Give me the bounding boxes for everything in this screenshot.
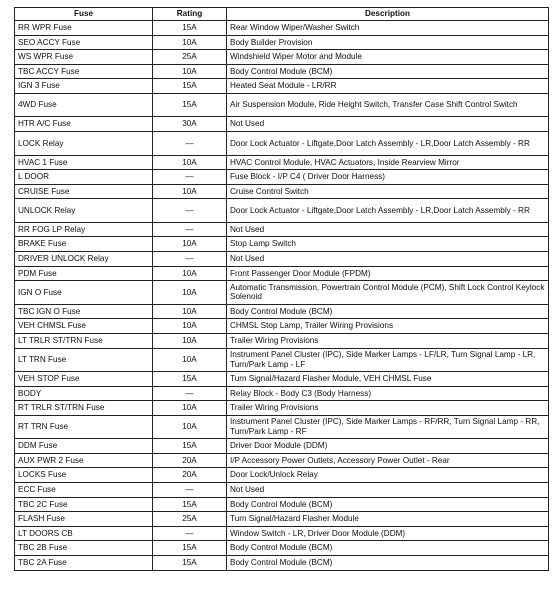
rating-cell: 10A: [153, 155, 227, 170]
table-row: [15, 222, 549, 237]
fuse-cell: RR WPR Fuse: [15, 21, 153, 36]
description-cell: Not Used: [227, 252, 549, 267]
description-cell: Turn Signal/Hazard Flasher Module: [227, 512, 549, 527]
fuse-cell: UNLOCK Relay: [15, 199, 153, 223]
description-cell: Rear Window Wiper/Washer Switch: [227, 21, 549, 36]
fuse-cell: IGN O Fuse: [15, 281, 153, 305]
fuse-cell: LOCK Relay: [15, 132, 153, 156]
description-cell: Door Lock Actuator - Liftgate,Door Latch Assembly - LR,Door Latch Assembly - RR: [227, 199, 549, 223]
fuse-cell: TBC ACCY Fuse: [15, 64, 153, 79]
description-cell: Trailer Wiring Provisions: [227, 401, 549, 416]
header-fuse: Fuse: [15, 8, 153, 21]
description-cell: Instrument Panel Cluster (IPC), Side Marker Lamps - LF/LR, Turn Signal Lamp - LR, Turn/Park Lamp - LF: [227, 348, 549, 372]
table-row: [15, 401, 549, 416]
table-row: [15, 35, 549, 50]
description-cell: Relay Block - Body C3 (Body Harness): [227, 386, 549, 401]
fuse-cell: ECC Fuse: [15, 483, 153, 498]
table-row: [15, 132, 549, 156]
fuse-table-container: [14, 7, 548, 571]
table-row: [15, 155, 549, 170]
rating-cell: —: [153, 252, 227, 267]
table-row: [15, 439, 549, 454]
rating-cell: —: [153, 386, 227, 401]
table-row: [15, 281, 549, 305]
table-row: [15, 304, 549, 319]
description-cell: Stop Lamp Switch: [227, 237, 549, 252]
fuse-cell: WS WPR Fuse: [15, 50, 153, 65]
fuse-table: [14, 7, 549, 571]
description-cell: Door Lock Actuator - Liftgate,Door Latch Assembly - LR,Door Latch Assembly - RR: [227, 132, 549, 156]
fuse-cell: L DOOR: [15, 170, 153, 185]
fuse-cell: PDM Fuse: [15, 266, 153, 281]
rating-cell: —: [153, 222, 227, 237]
table-row: [15, 184, 549, 199]
description-cell: CHMSL Stop Lamp, Trailer Wiring Provisions: [227, 319, 549, 334]
table-row: [15, 415, 549, 439]
table-row: [15, 117, 549, 132]
description-cell: I/P Accessory Power Outlets, Accessory Power Outlet - Rear: [227, 453, 549, 468]
fuse-cell: LT TRLR ST/TRN Fuse: [15, 333, 153, 348]
table-row: [15, 483, 549, 498]
fuse-cell: 4WD Fuse: [15, 93, 153, 117]
header-rating: Rating: [153, 8, 227, 21]
fuse-cell: HTR A/C Fuse: [15, 117, 153, 132]
description-cell: Body Control Module (BCM): [227, 497, 549, 512]
header-description: Description: [227, 8, 549, 21]
description-cell: Trailer Wiring Provisions: [227, 333, 549, 348]
table-row: [15, 21, 549, 36]
fuse-cell: SEO ACCY Fuse: [15, 35, 153, 50]
table-row: [15, 541, 549, 556]
table-row: [15, 50, 549, 65]
fuse-cell: LOCKS Fuse: [15, 468, 153, 483]
rating-cell: —: [153, 132, 227, 156]
table-row: [15, 453, 549, 468]
table-row: [15, 348, 549, 372]
description-cell: Fuse Block - I/P C4 ( Driver Door Harness): [227, 170, 549, 185]
description-cell: Body Control Module (BCM): [227, 556, 549, 571]
table-row: [15, 64, 549, 79]
description-cell: Automatic Transmission, Powertrain Control Module (PCM), Shift Lock Control Keylock Solenoid: [227, 281, 549, 305]
fuse-cell: LT TRN Fuse: [15, 348, 153, 372]
table-row: [15, 333, 549, 348]
rating-cell: 25A: [153, 512, 227, 527]
description-cell: HVAC Control Module, HVAC Actuators, Inside Rearview Mirror: [227, 155, 549, 170]
rating-cell: 15A: [153, 556, 227, 571]
description-cell: Not Used: [227, 117, 549, 132]
rating-cell: 10A: [153, 319, 227, 334]
rating-cell: 10A: [153, 333, 227, 348]
description-cell: Body Control Module (BCM): [227, 304, 549, 319]
rating-cell: —: [153, 170, 227, 185]
description-cell: Door Lock/Unlock Relay: [227, 468, 549, 483]
description-cell: Cruise Control Switch: [227, 184, 549, 199]
rating-cell: 10A: [153, 266, 227, 281]
fuse-cell: TBC IGN O Fuse: [15, 304, 153, 319]
fuse-cell: FLASH Fuse: [15, 512, 153, 527]
rating-cell: 10A: [153, 401, 227, 416]
description-cell: Air Suspension Module, Ride Height Switch, Transfer Case Shift Control Switch: [227, 93, 549, 117]
table-row: [15, 386, 549, 401]
description-cell: Front Passenger Door Module (FPDM): [227, 266, 549, 281]
rating-cell: 20A: [153, 468, 227, 483]
description-cell: Window Switch - LR, Driver Door Module (DDM): [227, 526, 549, 541]
description-cell: Instrument Panel Cluster (IPC), Side Marker Lamps - RF/RR, Turn Signal Lamp - RR, Turn/Park Lamp - RF: [227, 415, 549, 439]
description-cell: Not Used: [227, 222, 549, 237]
table-row: [15, 266, 549, 281]
rating-cell: 15A: [153, 439, 227, 454]
table-row: [15, 556, 549, 571]
rating-cell: 15A: [153, 79, 227, 94]
fuse-cell: RT TRLR ST/TRN Fuse: [15, 401, 153, 416]
fuse-cell: RT TRN Fuse: [15, 415, 153, 439]
rating-cell: 10A: [153, 304, 227, 319]
fuse-cell: HVAC 1 Fuse: [15, 155, 153, 170]
fuse-cell: BODY: [15, 386, 153, 401]
fuse-cell: LT DOORS CB: [15, 526, 153, 541]
description-cell: Windshield Wiper Motor and Module: [227, 50, 549, 65]
table-row: [15, 319, 549, 334]
table-row: [15, 252, 549, 267]
fuse-cell: RR FOG LP Relay: [15, 222, 153, 237]
rating-cell: 10A: [153, 35, 227, 50]
description-cell: Body Control Module (BCM): [227, 541, 549, 556]
fuse-cell: VEH STOP Fuse: [15, 372, 153, 387]
table-row: [15, 79, 549, 94]
rating-cell: 10A: [153, 64, 227, 79]
fuse-cell: BRAKE Fuse: [15, 237, 153, 252]
table-row: [15, 468, 549, 483]
rating-cell: 10A: [153, 237, 227, 252]
rating-cell: —: [153, 199, 227, 223]
description-cell: Not Used: [227, 483, 549, 498]
table-row: [15, 497, 549, 512]
fuse-cell: IGN 3 Fuse: [15, 79, 153, 94]
description-cell: Heated Seat Module - LR/RR: [227, 79, 549, 94]
fuse-cell: DDM Fuse: [15, 439, 153, 454]
rating-cell: —: [153, 526, 227, 541]
table-row: [15, 170, 549, 185]
rating-cell: 15A: [153, 541, 227, 556]
rating-cell: 25A: [153, 50, 227, 65]
table-row: [15, 199, 549, 223]
rating-cell: 15A: [153, 21, 227, 36]
table-row: [15, 372, 549, 387]
rating-cell: 10A: [153, 184, 227, 199]
description-cell: Body Builder Provision: [227, 35, 549, 50]
fuse-cell: TBC 2A Fuse: [15, 556, 153, 571]
rating-cell: 20A: [153, 453, 227, 468]
rating-cell: 10A: [153, 415, 227, 439]
fuse-cell: TBC 2B Fuse: [15, 541, 153, 556]
rating-cell: 30A: [153, 117, 227, 132]
table-row: [15, 237, 549, 252]
fuse-cell: CRUISE Fuse: [15, 184, 153, 199]
fuse-cell: TBC 2C Fuse: [15, 497, 153, 512]
rating-cell: 15A: [153, 93, 227, 117]
fuse-cell: DRIVER UNLOCK Relay: [15, 252, 153, 267]
description-cell: Turn Signal/Hazard Flasher Module, VEH CHMSL Fuse: [227, 372, 549, 387]
table-header-row: [15, 8, 549, 21]
rating-cell: 10A: [153, 348, 227, 372]
description-cell: Driver Door Module (DDM): [227, 439, 549, 454]
rating-cell: —: [153, 483, 227, 498]
table-body: [15, 21, 549, 571]
rating-cell: 15A: [153, 497, 227, 512]
table-row: [15, 512, 549, 527]
fuse-cell: VEH CHMSL Fuse: [15, 319, 153, 334]
description-cell: Body Control Module (BCM): [227, 64, 549, 79]
rating-cell: 15A: [153, 372, 227, 387]
fuse-cell: AUX PWR 2 Fuse: [15, 453, 153, 468]
table-row: [15, 93, 549, 117]
rating-cell: 10A: [153, 281, 227, 305]
table-row: [15, 526, 549, 541]
